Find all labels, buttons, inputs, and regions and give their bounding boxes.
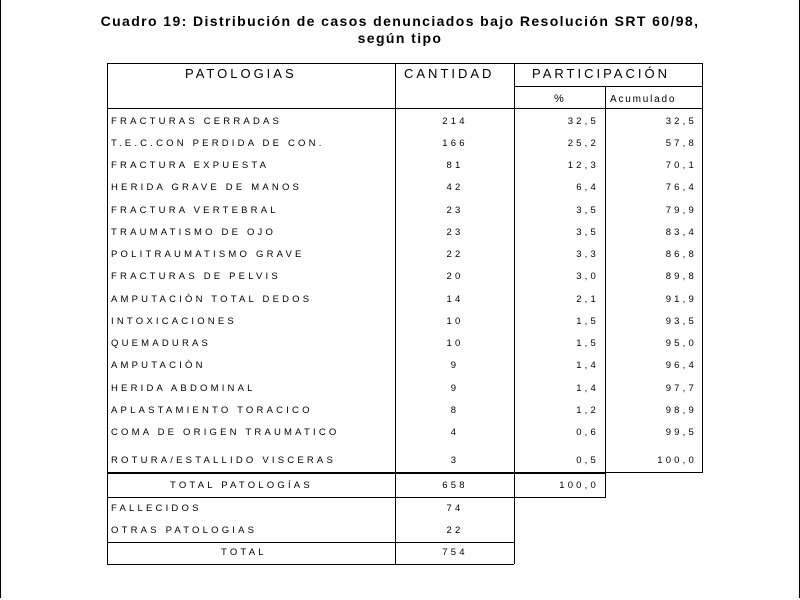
row-cantidad: 22	[446, 249, 464, 260]
row-acumulado: 96,4	[665, 360, 697, 371]
row-label: FRACTURAS CERRADAS	[111, 116, 283, 127]
row-acumulado: 76,4	[665, 182, 697, 193]
header-acumulado: Acumulado	[610, 94, 677, 105]
row-label: T.E.C.CON PERDIDA DE CON.	[111, 138, 325, 149]
row-pct: 3,3	[576, 249, 599, 260]
row-pct: 0,6	[576, 427, 599, 438]
header-pct: %	[554, 93, 567, 105]
row-label: AMPUTACIÒN TOTAL DEDOS	[111, 294, 313, 305]
row-cantidad: 166	[442, 138, 468, 149]
row-cantidad: 9	[450, 383, 460, 394]
row-pct: 1,4	[576, 383, 599, 394]
header-participacion: PARTICIPACIÓN	[532, 66, 670, 81]
row-cantidad: 4	[450, 427, 460, 438]
lower-right-border	[514, 497, 515, 564]
lower-left-border	[107, 473, 108, 564]
total-top-line	[107, 542, 514, 543]
total-label: TOTAL	[221, 547, 267, 558]
row-acumulado: 91,9	[665, 294, 697, 305]
row-label: AMPUTACIÒN	[111, 360, 206, 371]
table-title	[0, 13, 800, 47]
row-cantidad: 10	[446, 338, 464, 349]
row-label: INTOXICACIONES	[111, 316, 237, 327]
row-label: COMA DE ORIGEN TRAUMATICO	[111, 427, 340, 438]
row-cantidad: 14	[446, 294, 464, 305]
row-pct: 1,2	[576, 405, 599, 416]
row-acumulado: 86,8	[665, 249, 697, 260]
row-pct: 1,4	[576, 360, 599, 371]
row-cantidad: 42	[446, 182, 464, 193]
row-cantidad: 9	[450, 360, 460, 371]
row-label: ROTURA/ESTALLIDO VISCERAS	[111, 455, 336, 466]
total-patologias-label: TOTAL PATOLOGÍAS	[170, 480, 313, 491]
row-pct: 0,5	[576, 455, 599, 466]
row-pct: 1,5	[576, 316, 599, 327]
row-pct: 32,5	[567, 116, 599, 127]
row-pct: 3,5	[576, 205, 599, 216]
row-cantidad: 214	[442, 116, 468, 127]
row-label: QUEMADURAS	[111, 338, 212, 349]
row-pct: 3,5	[576, 227, 599, 238]
row-cantidad: 3	[450, 455, 460, 466]
row-label: POLITRAUMATISMO GRAVE	[111, 249, 305, 260]
total-bottom-line	[107, 564, 514, 565]
row-acumulado: 95,0	[665, 338, 697, 349]
total-patologias-top-line	[107, 473, 606, 474]
row-acumulado: 89,8	[665, 271, 697, 282]
row-acumulado: 70,1	[665, 160, 697, 171]
row-acumulado: 100,0	[657, 455, 697, 466]
row-label: HERIDA ABDOMINAL	[111, 383, 256, 394]
row-label: APLASTAMIENTO TORACICO	[111, 405, 313, 416]
row-pct: 1,5	[576, 338, 599, 349]
total-patologias-cantidad: 658	[442, 480, 468, 491]
total-cantidad: 754	[442, 547, 468, 558]
row-acumulado: 83,4	[665, 227, 697, 238]
fallecidos-cantidad: 74	[446, 503, 464, 514]
row-pct: 25,2	[567, 138, 599, 149]
row-label: FRACTURA EXPUESTA	[111, 160, 270, 171]
row-acumulado: 79,9	[665, 205, 697, 216]
row-label: FRACTURA VERTEBRAL	[111, 205, 279, 216]
fallecidos-label: FALLECIDOS	[111, 503, 202, 514]
row-pct: 6,4	[576, 182, 599, 193]
row-acumulado: 32,5	[665, 116, 697, 127]
row-label: FRACTURAS DE PELVIS	[111, 271, 281, 282]
title-line-2: según tipo	[357, 30, 443, 46]
row-acumulado: 99,5	[665, 427, 697, 438]
row-acumulado: 57,8	[665, 138, 697, 149]
row-pct: 3,0	[576, 271, 599, 282]
row-cantidad: 10	[446, 316, 464, 327]
header-bottom-line	[107, 108, 703, 109]
title-line-1: Cuadro 19: Distribución de casos denunciados bajo Resolución SRT 60/98,	[100, 13, 700, 29]
row-acumulado: 93,5	[665, 316, 697, 327]
otras-cantidad: 22	[446, 525, 464, 536]
header-cantidad: CANTIDAD	[404, 66, 495, 81]
row-label: HERIDA GRAVE DE MANOS	[111, 182, 303, 193]
otras-label: OTRAS PATOLOGIAS	[111, 525, 258, 536]
header-sub-line	[514, 86, 703, 87]
total-patologias-pct: 100,0	[559, 480, 599, 491]
row-label: TRAUMATISMO DE OJO	[111, 227, 277, 238]
row-acumulado: 97,7	[665, 383, 697, 394]
row-cantidad: 8	[450, 405, 460, 416]
row-cantidad: 23	[446, 205, 464, 216]
header-patologias: PATOLOGIAS	[185, 66, 297, 81]
row-pct: 12,3	[567, 160, 599, 171]
row-pct: 2,1	[576, 294, 599, 305]
total-patologias-bottom-line	[107, 497, 606, 498]
row-cantidad: 81	[446, 160, 464, 171]
row-cantidad: 23	[446, 227, 464, 238]
row-acumulado: 98,9	[665, 405, 697, 416]
row-cantidad: 20	[446, 271, 464, 282]
